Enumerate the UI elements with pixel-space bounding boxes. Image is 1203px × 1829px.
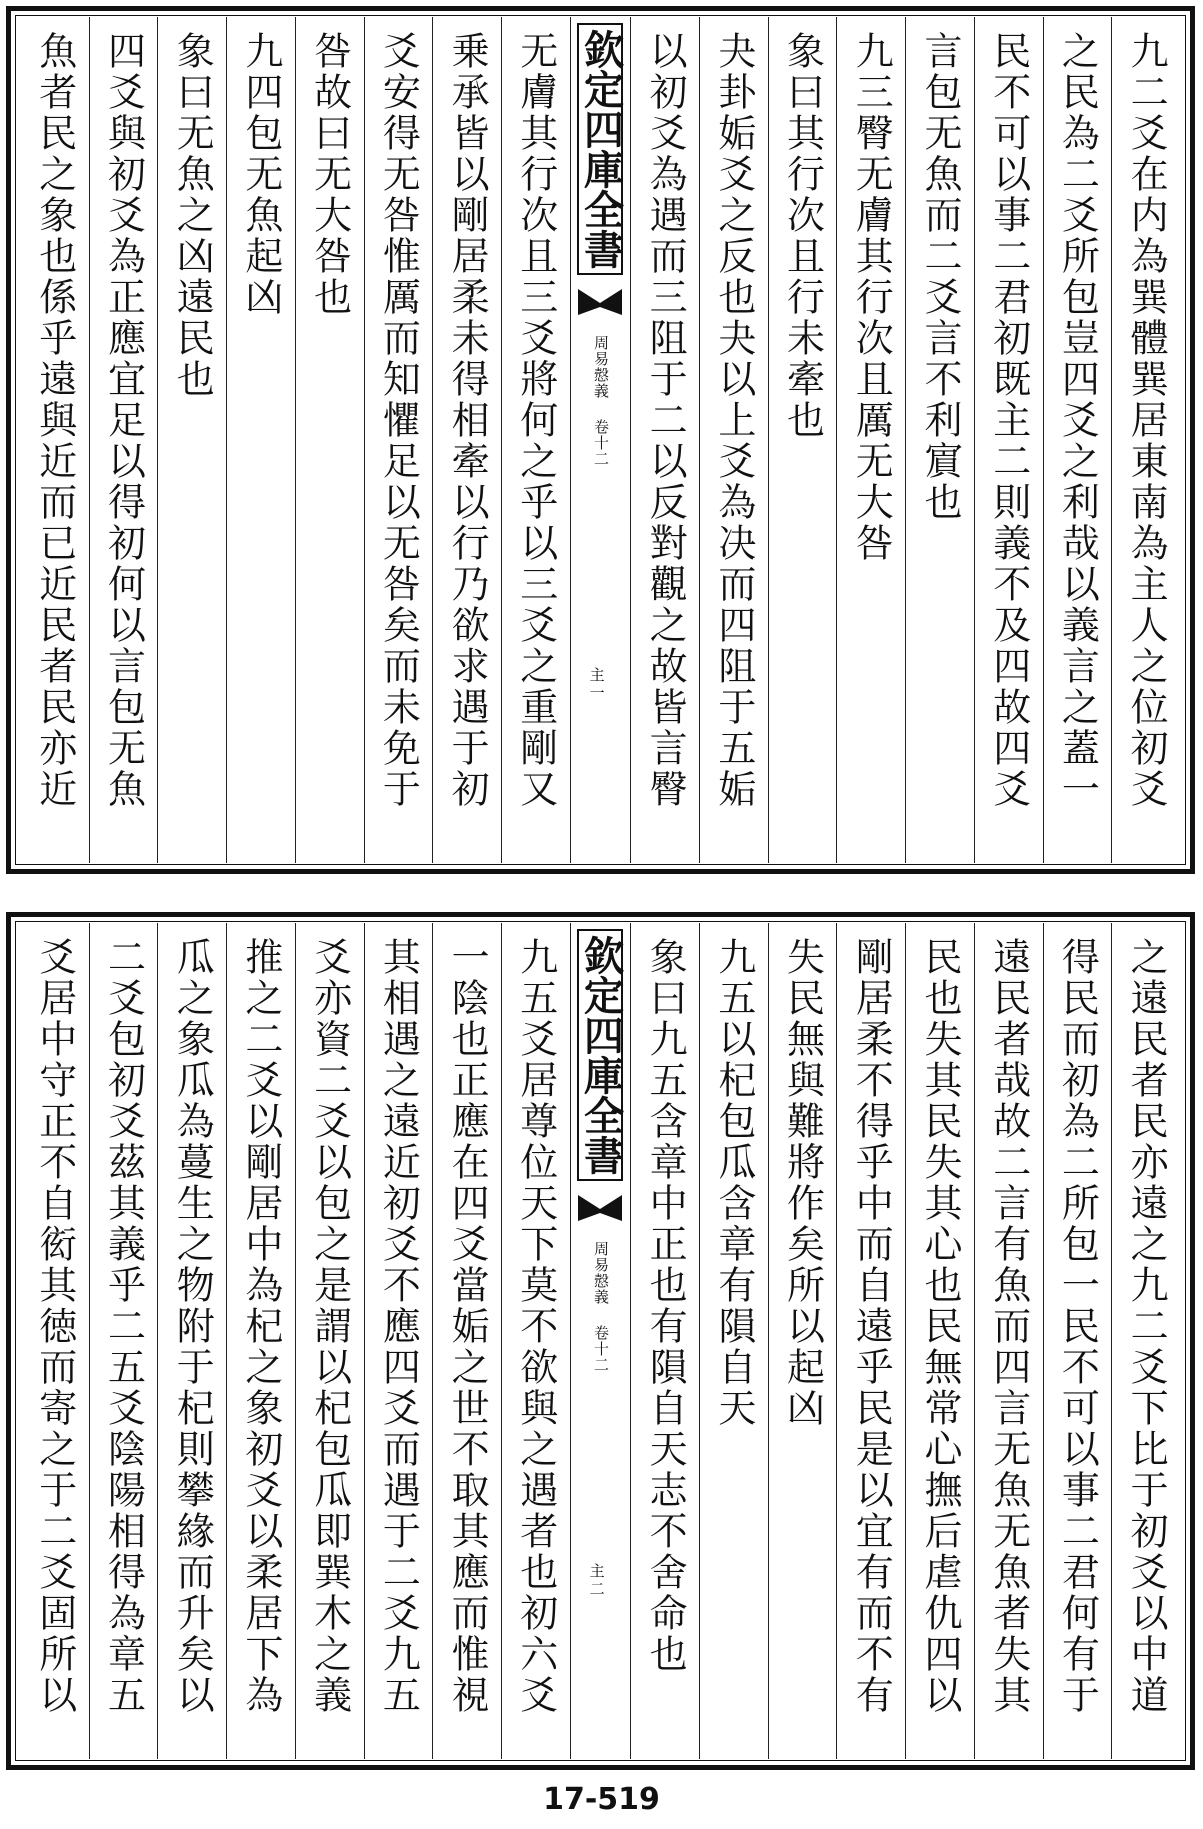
fish-tail-icon [578,289,622,315]
text-column: 以初爻為遇而三阻于二以反對觀之故皆言臀 [630,17,699,863]
text-column: 乗承皆以剛居柔未得相牽以行乃欲求遇于初 [432,17,501,863]
fish-tail-icon [578,1195,622,1221]
text-column: 九五爻居尊位天下莫不欲與之遇者也初六爻 [501,923,570,1759]
spine-book: 周易慤義 [591,335,610,399]
text-column: 之民為二爻所包豈四爻之利哉以義言之蓋一 [1043,17,1112,863]
text-column: 遠民者哉故二言有魚而四言无魚无魚者失其 [974,923,1043,1759]
text-column: 其相遇之遠近初爻不應四爻而遇于二爻九五 [364,923,433,1759]
text-column: 民也失其民失其心也民無常心撫后虐仇四以 [905,923,974,1759]
text-column: 魚者民之象也係乎遠與近而已近民者民亦近 [32,31,77,810]
text-column: 瓜之象瓜為蔓生之物附于杞則攀緣而升矣以 [157,923,226,1759]
text-column: 九三臀无膚其行次且厲无大咎 [836,17,905,863]
spine-volume: 卷十二 [591,419,610,467]
text-column: 爻亦資二爻以包之是謂以杞包瓜即巽木之義 [295,923,364,1759]
spine-leaf-number: 主二 [587,1563,606,1599]
spine-column [570,923,631,1759]
text-column: 失民無與難將作矣所以起凶 [768,923,837,1759]
text-column: 推之二爻以剛居中為杞之象初爻以柔居下為 [226,923,295,1759]
text-column: 二爻包初爻茲其義乎二五爻陰陽相得為章五 [89,923,158,1759]
text-column: 一陰也正應在四爻當姤之世不取其應而惟視 [432,923,501,1759]
text-column: 四爻與初爻為正應宜足以得初何以言包无魚 [89,17,158,863]
text-column: 得民而初為二所包一民不可以事二君何有于 [1043,923,1112,1759]
spine-column [570,17,631,863]
lower-page-columns [21,923,1180,1759]
spine-title: 欽定四庫全書 [577,23,623,275]
spine-book: 周易慤義 [591,1241,610,1305]
text-column: 爻安得无咎惟厲而知懼足以无咎矣而未免于 [364,17,433,863]
lower-page [6,912,1195,1770]
text-column: 言包无魚而二爻言不利賔也 [905,17,974,863]
spine-title: 欽定四庫全書 [577,929,623,1181]
text-column: 剛居柔不得乎中而自遠乎民是以宜有而不有 [836,923,905,1759]
text-column: 咎故曰无大咎也 [295,17,364,863]
text-column: 象曰无魚之凶遠民也 [157,17,226,863]
upper-page [6,6,1195,874]
text-column: 夬卦姤爻之反也夬以上爻為决而四阻于五姤 [699,17,768,863]
text-column: 九四包无魚起凶 [226,17,295,863]
text-column: 象曰其行次且行未牽也 [768,17,837,863]
text-column: 爻居中守正不自衒其徳而寄之于二爻固所以 [32,937,77,1716]
spine-volume: 卷十二 [591,1325,610,1373]
text-column: 象曰九五含章中正也有隕自天志不舍命也 [630,923,699,1759]
upper-page-columns [21,17,1180,863]
text-column: 九五以杞包瓜含章有隕自天 [699,923,768,1759]
spine-leaf-number: 主一 [587,667,606,703]
text-column: 民不可以事二君初既主二則義不及四故四爻 [974,17,1043,863]
text-column: 无膚其行次且三爻將何之乎以三爻之重剛又 [501,17,570,863]
text-column: 九二爻在内為巽體巽居東南為主人之位初爻 [1111,17,1180,863]
text-column: 之遠民者民亦遠之九二爻下比于初爻以中道 [1111,923,1180,1759]
page-number: 17-519 [543,1782,660,1817]
